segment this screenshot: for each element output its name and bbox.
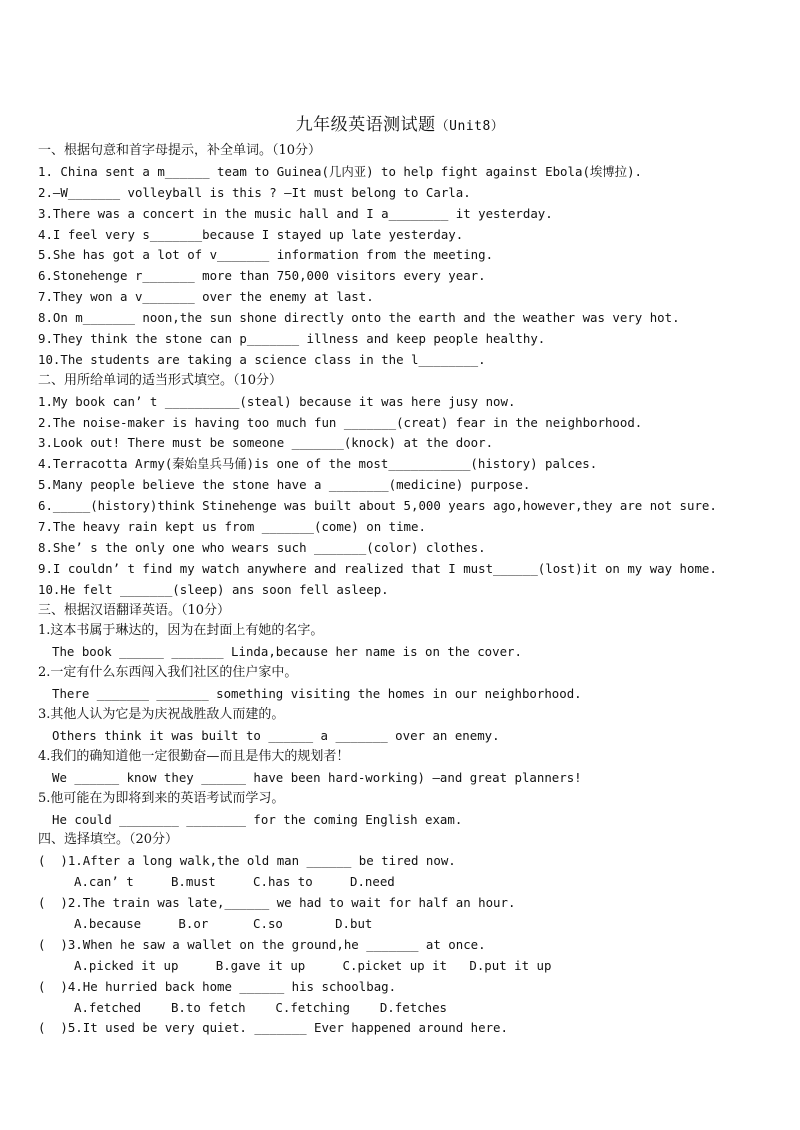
- question-line: 10.The students are taking a science class in the l________.: [38, 351, 486, 367]
- question-line: 3.Look out! There must be someone _______(knock) at the door.: [38, 435, 494, 451]
- chinese-prompt: 5.他可能在为即将到来的英语考试而学习。: [38, 790, 285, 806]
- section-heading: 一、根据句意和首字母提示，补全单词。（10分）: [38, 143, 322, 158]
- question-line: 5.Many people believe the stone have a ________(medicine) purpose.: [38, 477, 531, 493]
- chinese-prompt: 3.其他人认为它是为庆祝战胜敌人而建的。: [38, 707, 285, 723]
- translation-line: We ______ know they ______ have been hard-working) —and great planners!: [52, 769, 582, 785]
- question-line: 7.The heavy rain kept us from _______(come) on time.: [38, 519, 426, 535]
- question-line: 4.Terracotta Army(秦始皇兵马俑)is one of the most___________(history) palces.: [38, 456, 598, 472]
- section-heading: 三、根据汉语翻译英语。（10分）: [38, 602, 231, 618]
- question-line: 1.My book can’ t __________(steal) because it was here jusy now.: [38, 393, 516, 409]
- question-line: 5.She has got a lot of v_______ information from the meeting.: [38, 247, 494, 263]
- question-line: ( )5.It used be very quiet. _______ Ever happened around here.: [38, 1020, 508, 1036]
- translation-line: He could ________ ________ for the coming English exam.: [52, 811, 463, 827]
- section-heading: 四、选择填空。（20分）: [38, 832, 179, 848]
- question-line: ( )3.When he saw a wallet on the ground,he _______ at once.: [38, 936, 486, 952]
- question-line: ( )2.The train was late,______ we had to wait for half an hour.: [38, 895, 516, 911]
- answer-options: A.picked it up B.gave it up C.picket up it D.put it up: [74, 957, 552, 973]
- section-heading: 二、用所给单词的适当形式填空。（10分）: [38, 372, 283, 388]
- translation-line: Others think it was built to ______ a _______ over an enemy.: [52, 727, 500, 743]
- page-title: [0, 110, 800, 135]
- exam-content: [38, 141, 778, 1039]
- answer-options: A.can’ t B.must C.has to D.need: [74, 874, 395, 890]
- chinese-prompt: 1.这本书属于琳达的，因为在封面上有她的名字。: [38, 623, 324, 639]
- question-line: 1. China sent a m______ team to Guinea(几内亚) to help fight against Ebola(埃博拉).: [38, 163, 642, 179]
- answer-options: A.fetched B.to fetch C.fetching D.fetches: [74, 999, 447, 1015]
- question-line: ( )1.After a long walk,the old man ______ be tired now.: [38, 853, 456, 869]
- question-line: 8.She’ s the only one who wears such _______(color) clothes.: [38, 539, 486, 555]
- title-main: 九年级英语测试题: [295, 115, 436, 135]
- question-line: 6.Stonehenge r_______ more than 750,000 visitors every year.: [38, 268, 486, 284]
- chinese-prompt: 4.我们的确知道他一定很勤奋—而且是伟大的规划者！: [38, 748, 350, 764]
- translation-line: There _______ _______ something visiting the homes in our neighborhood.: [52, 686, 582, 702]
- question-line: ( )4.He hurried back home ______ his schoolbag.: [38, 978, 397, 994]
- question-line: 8.On m_______ noon,the sun shone directly onto the earth and the weather was very hot.: [38, 310, 680, 326]
- question-line: 4.I feel very s_______because I stayed up late yesterday.: [38, 226, 464, 242]
- translation-line: The book ______ _______ Linda,because her name is on the cover.: [52, 644, 522, 660]
- question-line: 9.They think the stone can p_______ illness and keep people healthy.: [38, 331, 546, 347]
- question-line: 7.They won a v_______ over the enemy at last.: [38, 289, 374, 305]
- question-line: 3.There was a concert in the music hall and I a________ it yesterday.: [38, 205, 553, 221]
- question-line: 2.—W_______ volleyball is this ? —It must belong to Carla.: [38, 184, 471, 200]
- answer-options: A.because B.or C.so D.but: [74, 915, 373, 931]
- question-line: 2.The noise-maker is having too much fun _______(creat) fear in the neighborhood.: [38, 414, 643, 430]
- question-line: 6._____(history)think Stinehenge was built about 5,000 years ago,however,they are not sure.: [38, 498, 717, 514]
- question-line: 9.I couldn’ t find my watch anywhere and realized that I must______(lost)it on my way home.: [38, 560, 717, 576]
- question-line: 10.He felt _______(sleep) ans soon fell asleep.: [38, 581, 389, 597]
- chinese-prompt: 2.一定有什么东西闯入我们社区的住户家中。: [38, 665, 298, 681]
- title-unit: （Unit8）: [435, 119, 505, 134]
